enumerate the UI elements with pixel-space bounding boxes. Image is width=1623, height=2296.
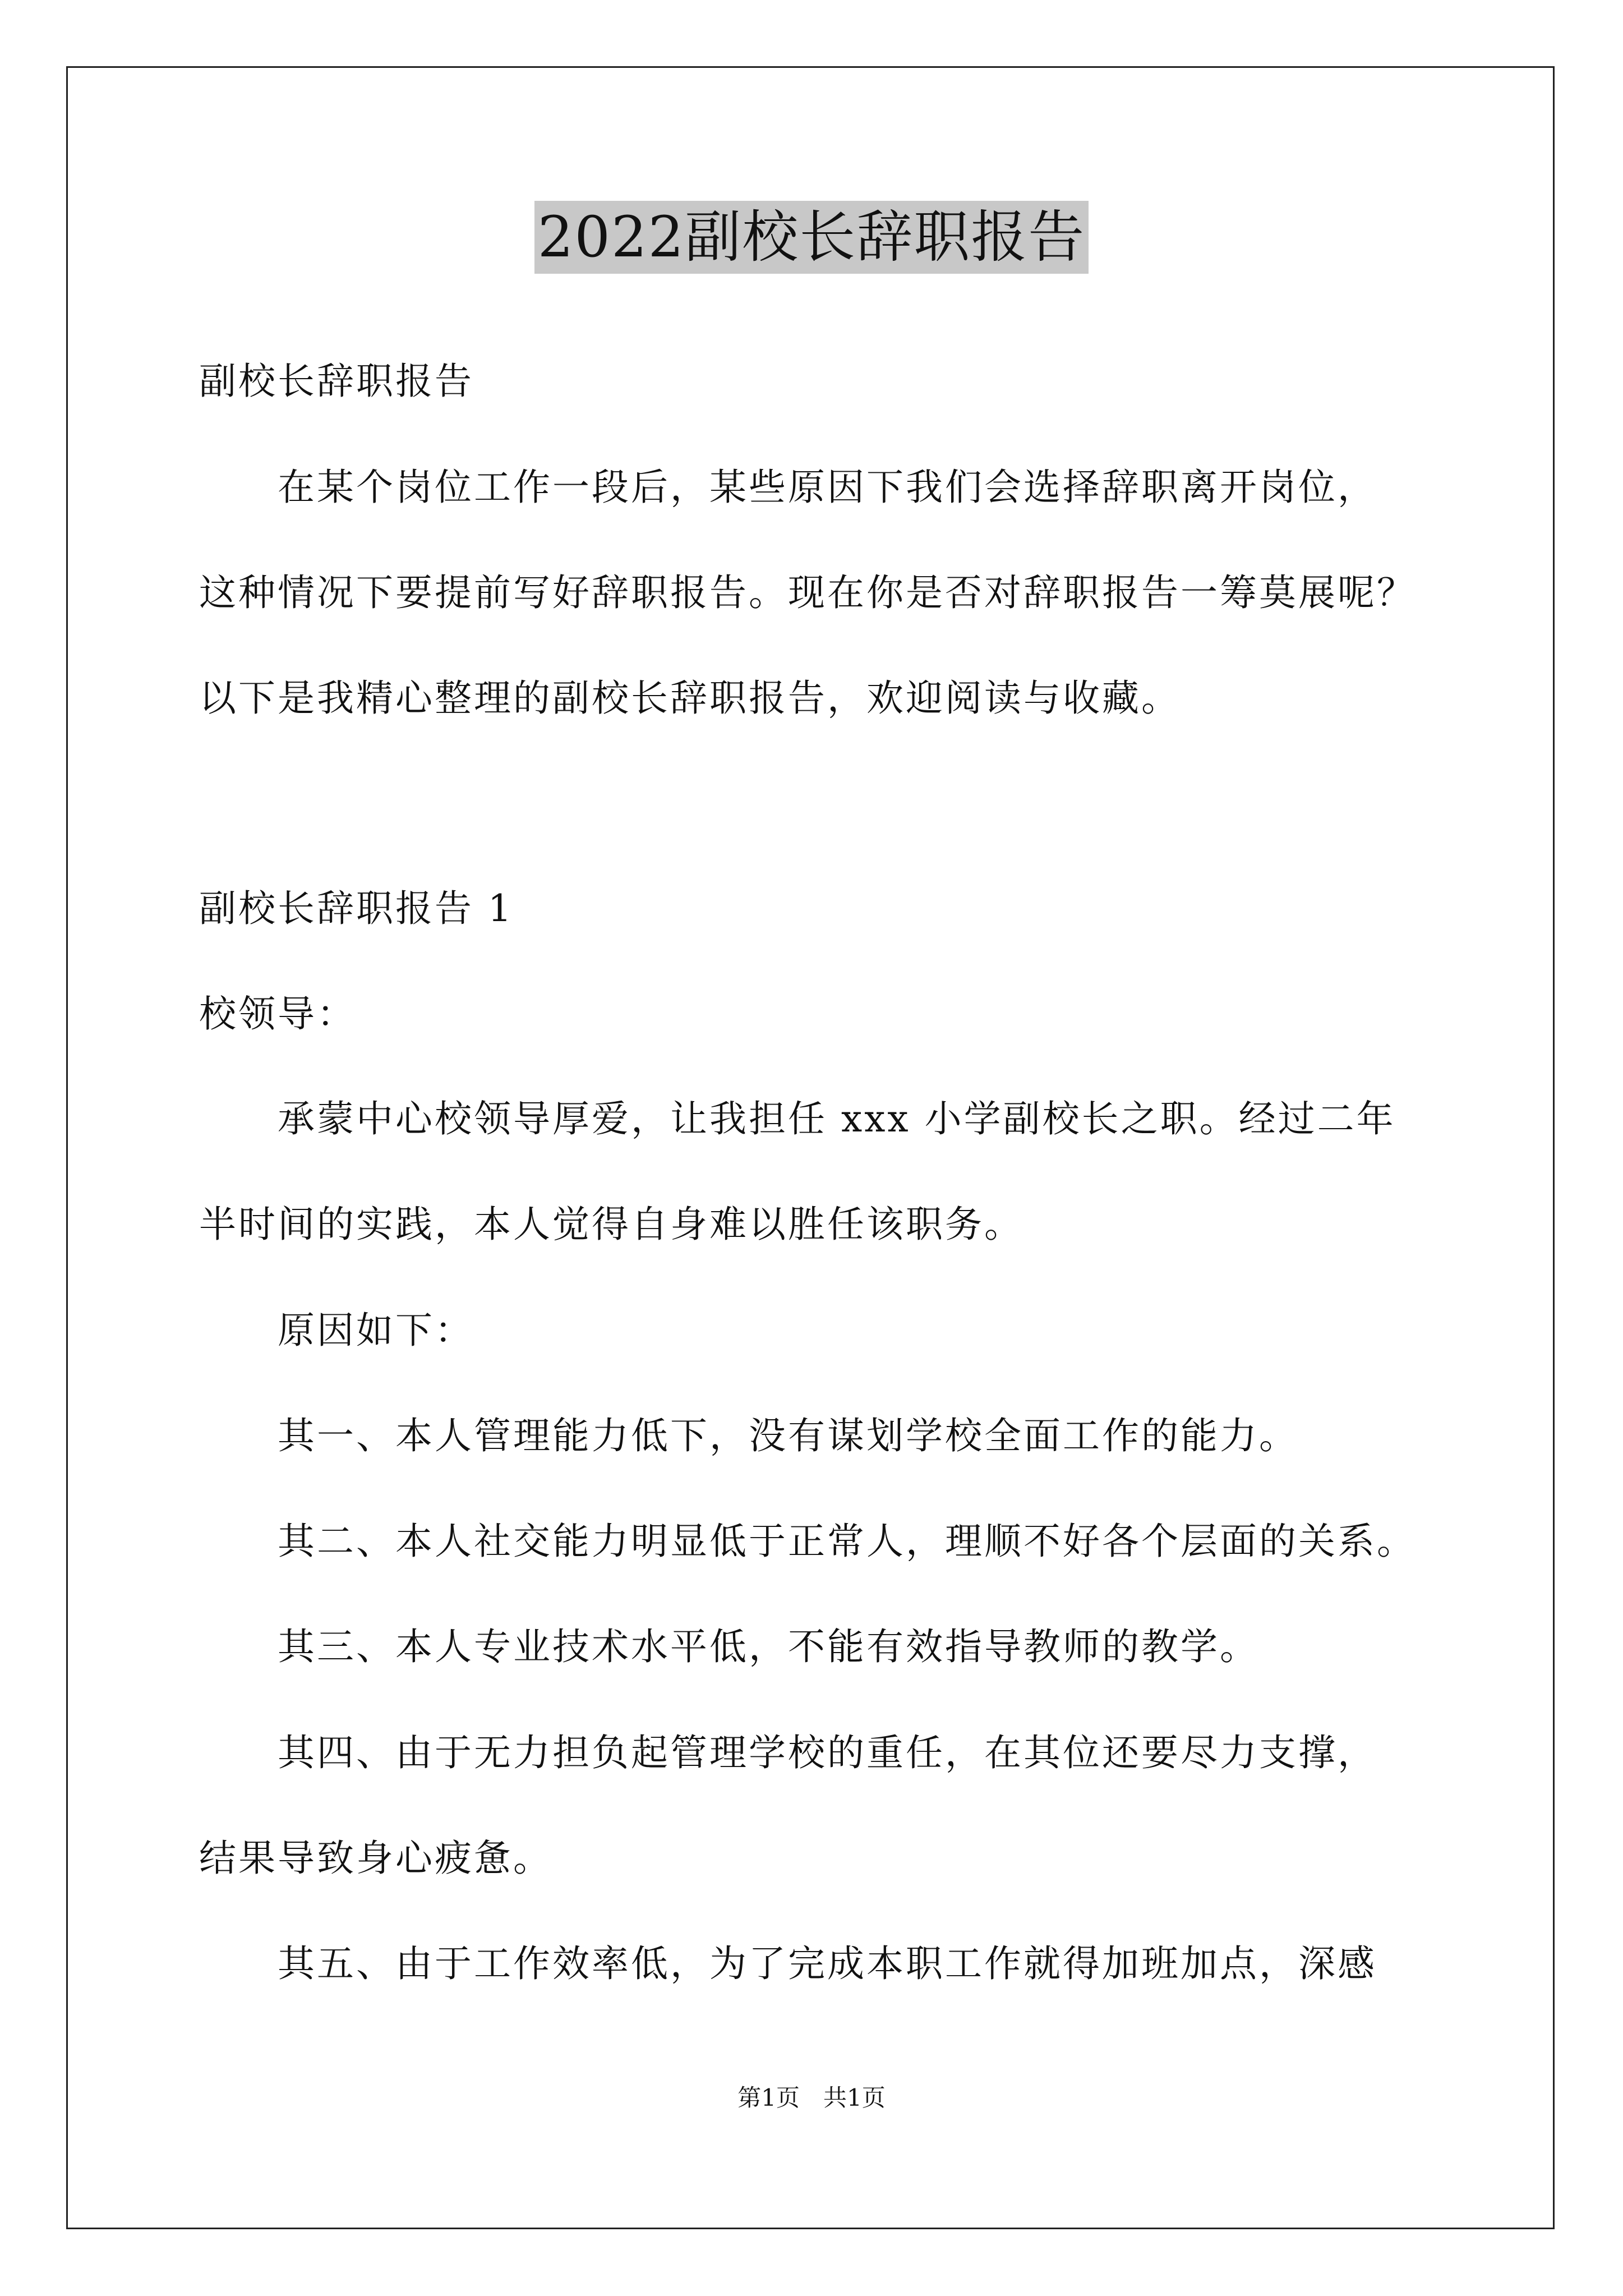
text-line-1: 副校长辞职报告	[199, 360, 474, 403]
text-line-15: 其五、由于工作效率低，为了完成本职工作就得加班加点，深感	[199, 1942, 1377, 1985]
text-line-8: 半时间的实践，本人觉得自身难以胜任该职务。	[199, 1203, 1023, 1246]
document-title: 2022副校长辞职报告	[534, 201, 1089, 274]
text-line-4: 以下是我精心整理的副校长辞职报告，欢迎阅读与收藏。	[199, 677, 1181, 720]
text-line-14: 结果导致身心疲惫。	[199, 1837, 552, 1880]
section-heading: 副校长辞职报告 1	[199, 887, 514, 930]
text-line-2: 在某个岗位工作一段后，某些原因下我们会选择辞职离开岗位，	[199, 466, 1377, 509]
text-line-10: 其一、本人管理能力低下，没有谋划学校全面工作的能力。	[199, 1414, 1298, 1457]
page-footer: 第1页 共1页	[737, 2084, 886, 2111]
text-line-13: 其四、由于无力担负起管理学校的重任，在其位还要尽力支撑，	[199, 1731, 1377, 1774]
text-line-12: 其三、本人专业技术水平低，不能有效指导教师的教学。	[199, 1625, 1259, 1668]
text-line-9: 原因如下：	[199, 1309, 474, 1352]
text-line-7: 承蒙中心校领导厚爱，让我担任 xxx 小学副校长之职。经过二年	[199, 1097, 1396, 1140]
title-container	[0, 201, 1623, 279]
salutation: 校领导：	[199, 992, 356, 1036]
text-line-11: 其二、本人社交能力明显低于正常人，理顺不好各个层面的关系。	[199, 1520, 1416, 1563]
text-line-3: 这种情况下要提前写好辞职报告。现在你是否对辞职报告一筹莫展呢？	[199, 571, 1416, 614]
